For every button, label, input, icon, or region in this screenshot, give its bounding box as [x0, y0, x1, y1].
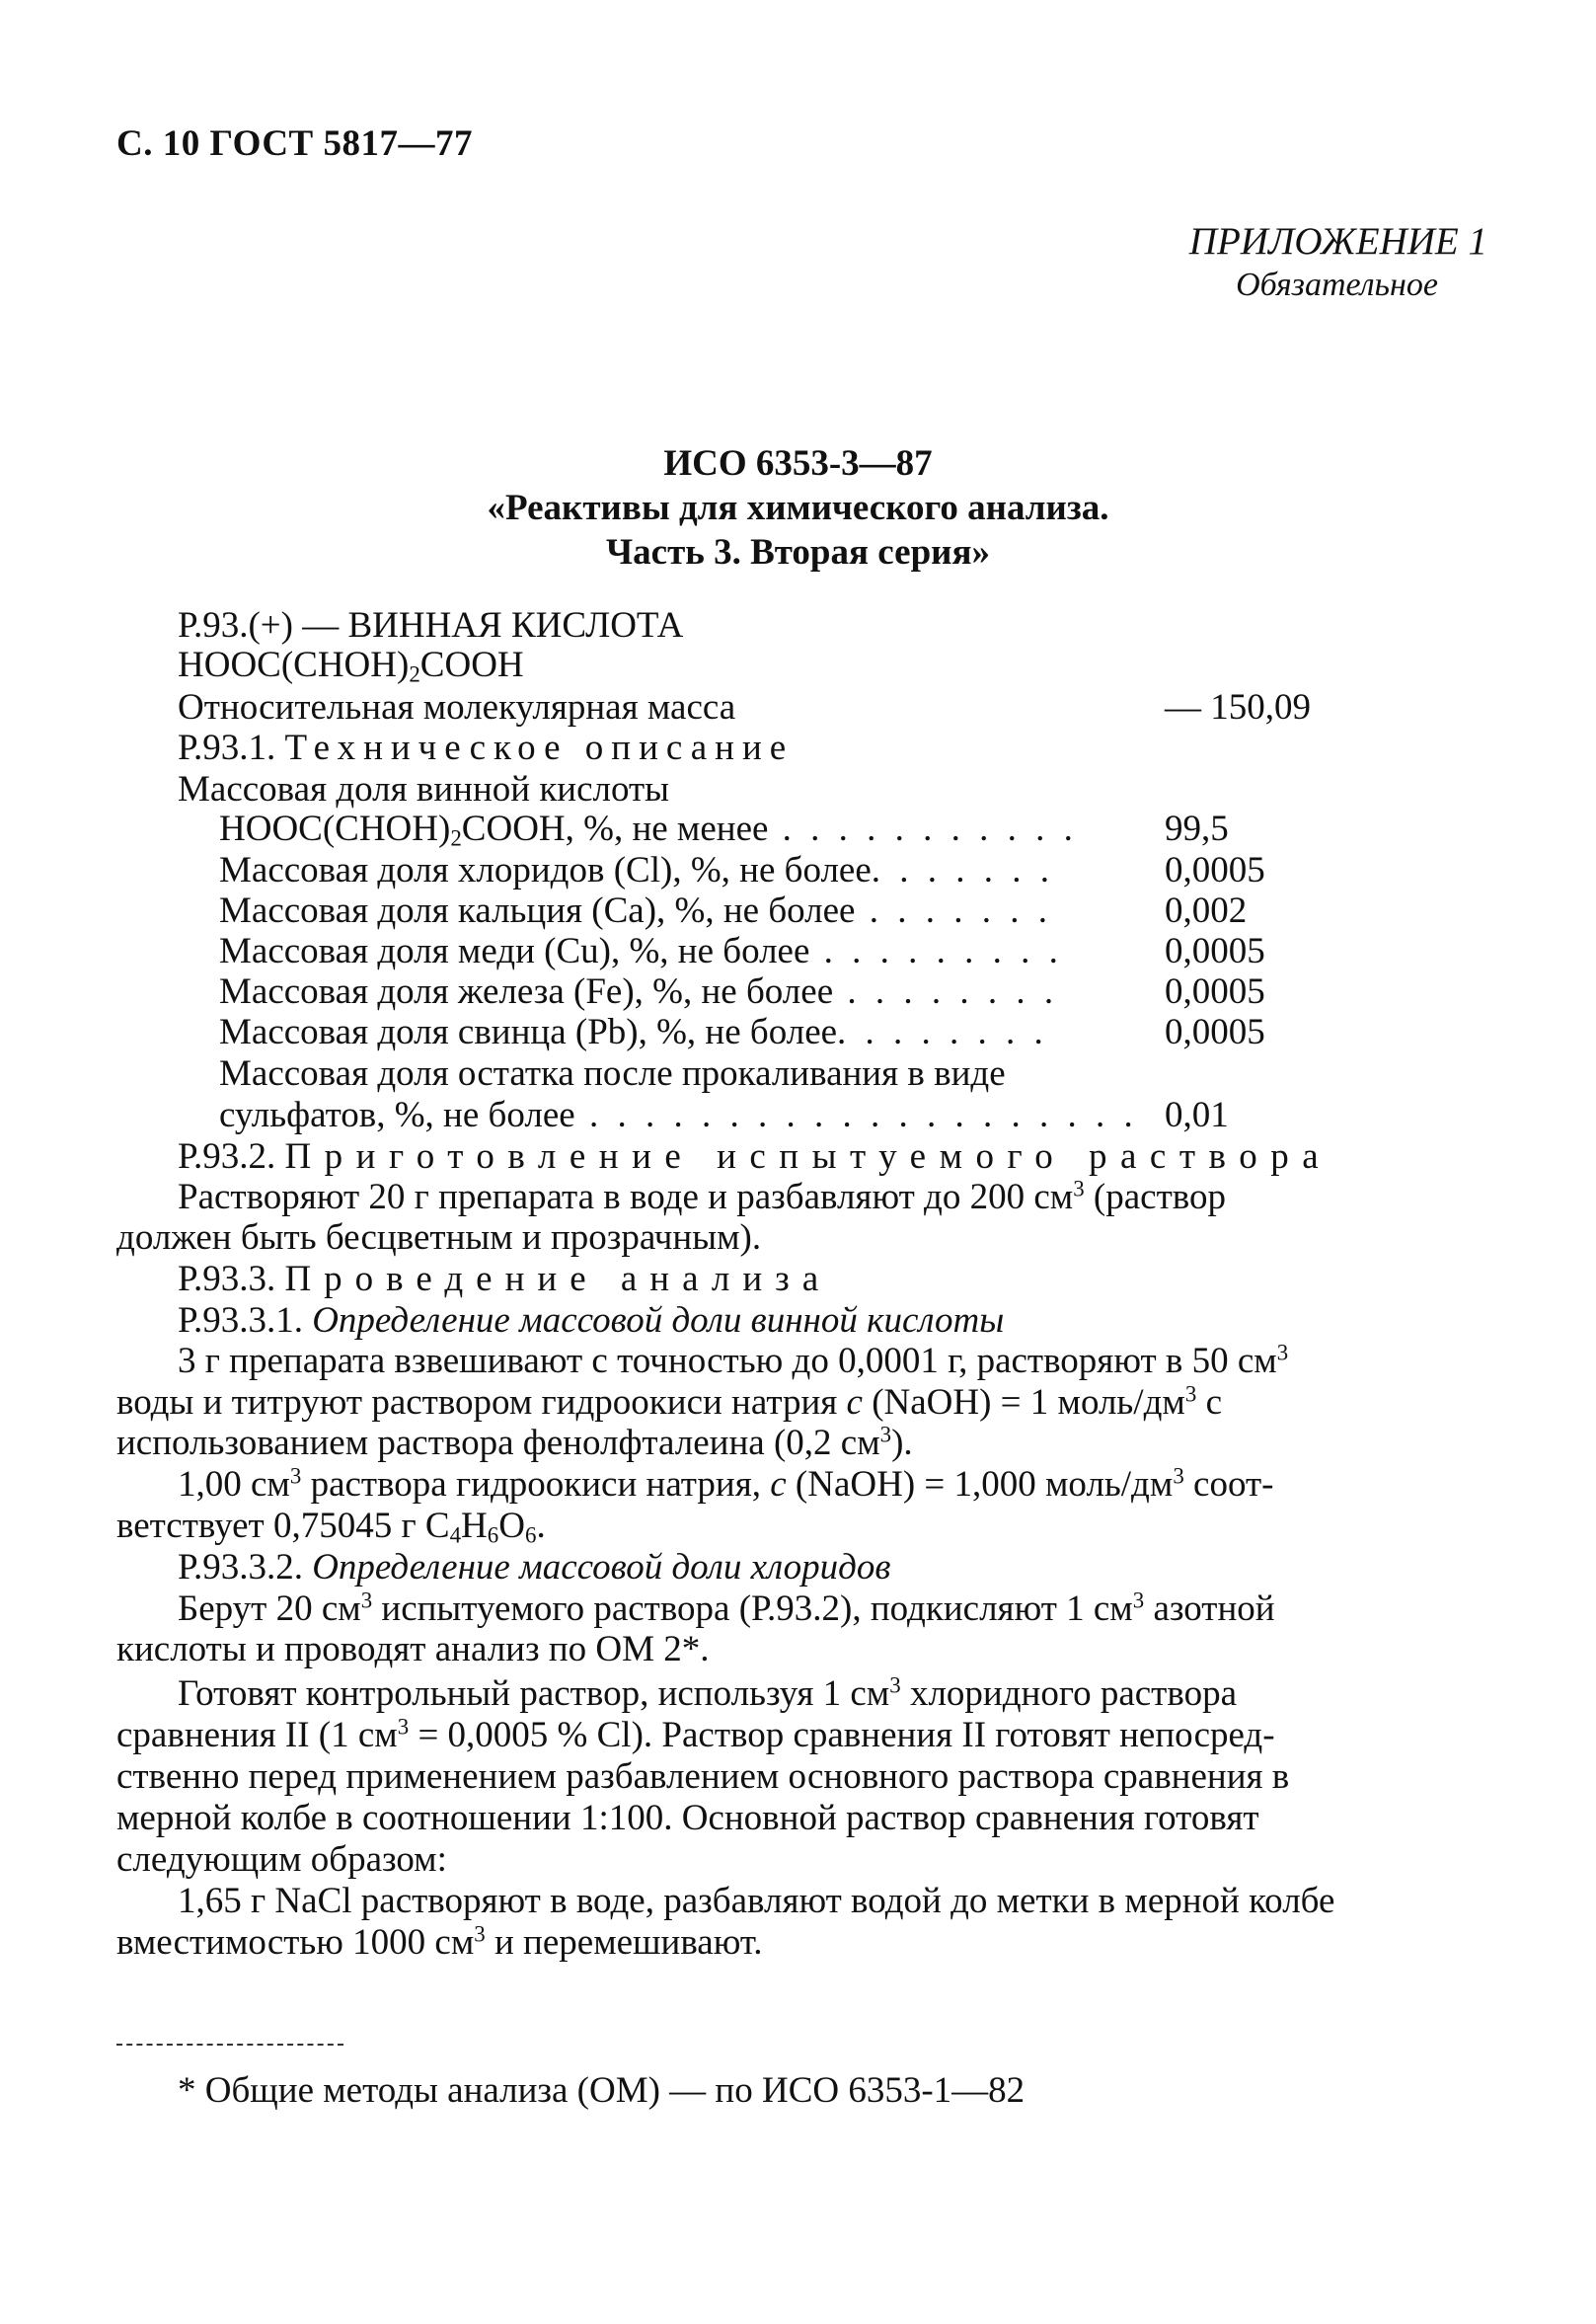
paragraph-line: вместимостью 1000 $см^3$ и перемешивают.: [116, 1921, 763, 1963]
residue-value: 0,01: [1165, 1095, 1229, 1135]
spec-value: 99,5: [1165, 809, 1229, 849]
prep-text-line2: должен быть бесцветным и прозрачным).: [116, 1217, 762, 1258]
spec-value: 0,002: [1165, 891, 1248, 931]
paragraph-line: следующим образом:: [116, 1839, 447, 1880]
paragraph-line: Берут 20 $см^3$ испытуемого раствора (Р.93.2), подкисляют 1 $см^3$ азотной: [178, 1588, 1275, 1629]
spec-label: Массовая доля свинца (Pb), %, не более. . . . . . . .: [219, 1012, 1048, 1052]
residue-label-line1: Массовая доля остатка после прокаливания в виде: [219, 1053, 1006, 1094]
paragraph-line: ветствует 0,75045 г $C_4H_6O_6$.: [116, 1506, 546, 1548]
paragraph-line: использованием раствора фенолфталеина (0,2 $см^3$).: [116, 1422, 913, 1463]
standard-code: ИСО 6353-3—87: [663, 443, 933, 484]
spec-label: Массовая доля меди (Cu), %, не более . . . . . . . . .: [219, 931, 1063, 971]
paragraph-line: ственно перед применением разбавлением основного раствора сравнения в: [116, 1756, 1290, 1797]
spec-label: Массовая доля хлоридов (Cl), %, не более. . . . . . .: [219, 850, 1055, 891]
subsection-title-chlorides: Р.93.3.2. Определение массовой доли хлоридов: [178, 1547, 891, 1588]
paragraph-line: кислоты и проводят анализ по ОМ 2*.: [116, 1629, 710, 1669]
reagent-name: Р.93.(+) — ВИННАЯ КИСЛОТА: [178, 605, 684, 646]
molecular-mass-label: Относительная молекулярная масса: [178, 687, 736, 728]
section-heading-tech: Р.93.1. Техническое описание: [178, 728, 795, 768]
paragraph-line: 1,65 г NaCl растворяют в воде, разбавляют водой до метки в мерной колбе: [178, 1881, 1335, 1921]
spec-value: 0,0005: [1165, 850, 1265, 891]
paragraph-line: мерной колбе в соотношении 1:100. Основной раствор сравнения готовят: [116, 1798, 1259, 1838]
spec-value: 0,0005: [1165, 931, 1265, 971]
section-heading-prep: Р.93.2. Приготовление испытуемого раствора: [178, 1136, 1332, 1177]
paragraph-line: Готовят контрольный раствор, используя 1 $см^3$ хлоридного раствора: [178, 1672, 1237, 1714]
appendix-title: ПРИЛОЖЕНИЕ 1: [1188, 220, 1487, 263]
spec-label: Массовая доля железа (Fe), %, не более . . . . . . . .: [219, 971, 1059, 1012]
section-heading-analysis: Р.93.3. Проведение анализа: [178, 1259, 832, 1299]
subsection-title-tartaric: Р.93.3.1. Определение массовой доли винной кислоты: [178, 1300, 1005, 1341]
paragraph-line: воды и титруют раствором гидроокиси натрия c (NaOH) = 1 моль/$дм^3$ с: [116, 1381, 1222, 1423]
page-header: С. 10 ГОСТ 5817—77: [116, 123, 473, 164]
reagent-formula: $HOOC(CHOH)_2COOH$: [178, 645, 524, 687]
appendix-status: Обязательное: [1236, 267, 1438, 303]
molecular-mass-value: — 150,09: [1165, 687, 1311, 728]
standard-title-line1: «Реактивы для химического анализа.: [487, 488, 1109, 528]
footnote-divider: [116, 2044, 343, 2046]
main-label: Массовая доля винной кислоты: [178, 769, 670, 810]
standard-title-line2: Часть 3. Вторая серия»: [606, 532, 990, 573]
footnote: * Общие методы анализа (ОМ) — по ИСО 6353-1—82: [178, 2070, 1026, 2111]
spec-value: 0,0005: [1165, 1012, 1265, 1052]
prep-text-line1: Растворяют 20 г препарата в воде и разбавляют до 200 $см^3$ (раствор: [178, 1176, 1226, 1217]
spec-label: Массовая доля кальция (Ca), %, не более . . . . . . .: [219, 891, 1052, 931]
spec-value: 0,0005: [1165, 971, 1265, 1012]
paragraph-line: сравнения II (1 $см^3 = 0,0005$ % Cl). Раствор сравнения II готовят непосред-: [116, 1714, 1275, 1755]
paragraph-line: 1,00 $см^3$ раствора гидроокиси натрия, c (NaOH) = 1,000 моль/$дм^3$ соот-: [178, 1463, 1274, 1505]
paragraph-line: 3 г препарата взвешивают с точностью до 0,0001 г, растворяют в 50 $см^3$: [178, 1340, 1289, 1381]
spec-label: $HOOC(CHOH)_2COOH$, %, не менее . . . . . . . . . . .: [219, 809, 1078, 851]
residue-label-line2: сульфатов, %, не более . . . . . . . . . . . . . . . . . . . .: [219, 1095, 1138, 1135]
